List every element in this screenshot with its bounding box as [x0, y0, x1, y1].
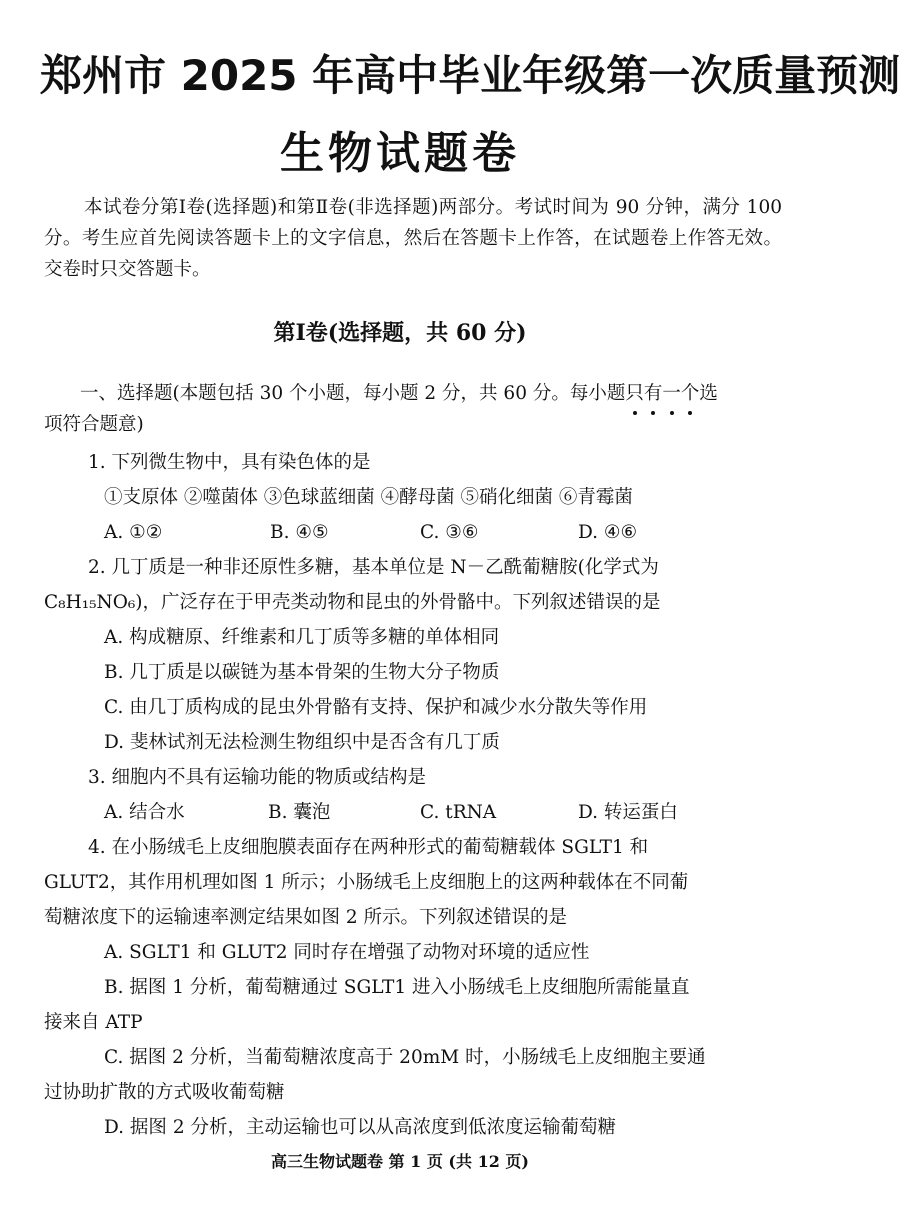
question-stem-line-1: 4. 在小肠绒毛上皮细胞膜表面存在两种形式的葡萄糖载体 SGLT1 和: [88, 837, 649, 858]
option-b: B. 几丁质是以碳链为基本骨架的生物大分子物质: [104, 662, 500, 683]
intro-paragraph: 本试卷分第Ⅰ卷(选择题)和第Ⅱ卷(非选择题)两部分。考试时间为 90 分钟，满分 100 分。考生应首先阅读答题卡上的文字信息，然后在答题卡上作答，在试题卷上作答无效。交卷时只交答题卡。: [44, 197, 782, 280]
page-title: 郑州市 2025 年高中毕业年级第一次质量预测: [40, 51, 900, 100]
question-stem-line-2: GLUT2，其作用机理如图 1 所示；小肠绒毛上皮细胞上的这两种载体在不同葡: [44, 872, 689, 893]
option-d: D. 据图 2 分析，主动运输也可以从高浓度到低浓度运输葡萄糖: [104, 1117, 616, 1138]
option-a: A. ①②: [104, 522, 163, 543]
option-a: A. SGLT1 和 GLUT2 同时存在增强了动物对环境的适应性: [104, 942, 590, 963]
option-c: C. 由几丁质构成的昆虫外骨骼有支持、保护和减少水分散失等作用: [104, 697, 648, 718]
question-stem-line-2: C₈H₁₅NO₆)，广泛存在于甲壳类动物和昆虫的外骨骼中。下列叙述错误的是: [44, 592, 661, 613]
emphasis-char: 个: [681, 378, 700, 409]
question-items: ①支原体 ②噬菌体 ③色球蓝细菌 ④酵母菌 ⑤硝化细菌 ⑥青霉菌: [104, 487, 633, 508]
question-stem-line-1: 2. 几丁质是一种非还原性多糖，基本单位是 N－乙酰葡糖胺(化学式为: [88, 557, 659, 578]
page-footer: 高三生物试题卷 第 1 页 (共 12 页): [271, 1152, 529, 1171]
option-c: C. tRNA: [420, 802, 497, 823]
emphasis-char: 只: [625, 378, 644, 409]
option-b-line-2: 接来自 ATP: [44, 1012, 143, 1033]
question-stem: 3. 细胞内不具有运输功能的物质或结构是: [88, 767, 427, 788]
option-d: D. ④⑥: [578, 522, 638, 543]
option-d: D. 斐林试剂无法检测生物组织中是否含有几丁质: [104, 732, 500, 753]
question-stem: 1. 下列微生物中，具有染色体的是: [88, 452, 371, 473]
page-subtitle: 生物试题卷: [280, 128, 520, 179]
instruction-text-1: 一、选择题(本题包括 30 个小题，每小题 2 分，共 60 分。每小题: [80, 383, 626, 404]
option-c: C. ③⑥: [420, 522, 479, 543]
instruction-line-1: [80, 378, 718, 409]
instruction-emphasis: [625, 383, 699, 404]
option-b: B. 囊泡: [268, 802, 331, 823]
option-b-line-1: B. 据图 1 分析，葡萄糖通过 SGLT1 进入小肠绒毛上皮细胞所需能量直: [104, 977, 690, 998]
section-title: 第Ⅰ卷(选择题，共 60 分): [273, 320, 527, 346]
emphasis-char: 一: [662, 378, 681, 409]
option-d: D. 转运蛋白: [578, 802, 678, 823]
instruction-text-2: 选: [699, 383, 718, 404]
option-c-line-2: 过协助扩散的方式吸收葡萄糖: [44, 1082, 285, 1103]
option-a: A. 结合水: [104, 802, 185, 823]
emphasis-char: 有: [644, 378, 663, 409]
option-b: B. ④⑤: [270, 522, 329, 543]
option-c-line-1: C. 据图 2 分析，当葡萄糖浓度高于 20mM 时，小肠绒毛上皮细胞主要通: [104, 1047, 706, 1068]
option-a: A. 构成糖原、纤维素和几丁质等多糖的单体相同: [104, 627, 500, 648]
question-stem-line-3: 萄糖浓度下的运输速率测定结果如图 2 所示。下列叙述错误的是: [44, 907, 568, 928]
instruction-line-2: 项符合题意): [44, 414, 144, 435]
